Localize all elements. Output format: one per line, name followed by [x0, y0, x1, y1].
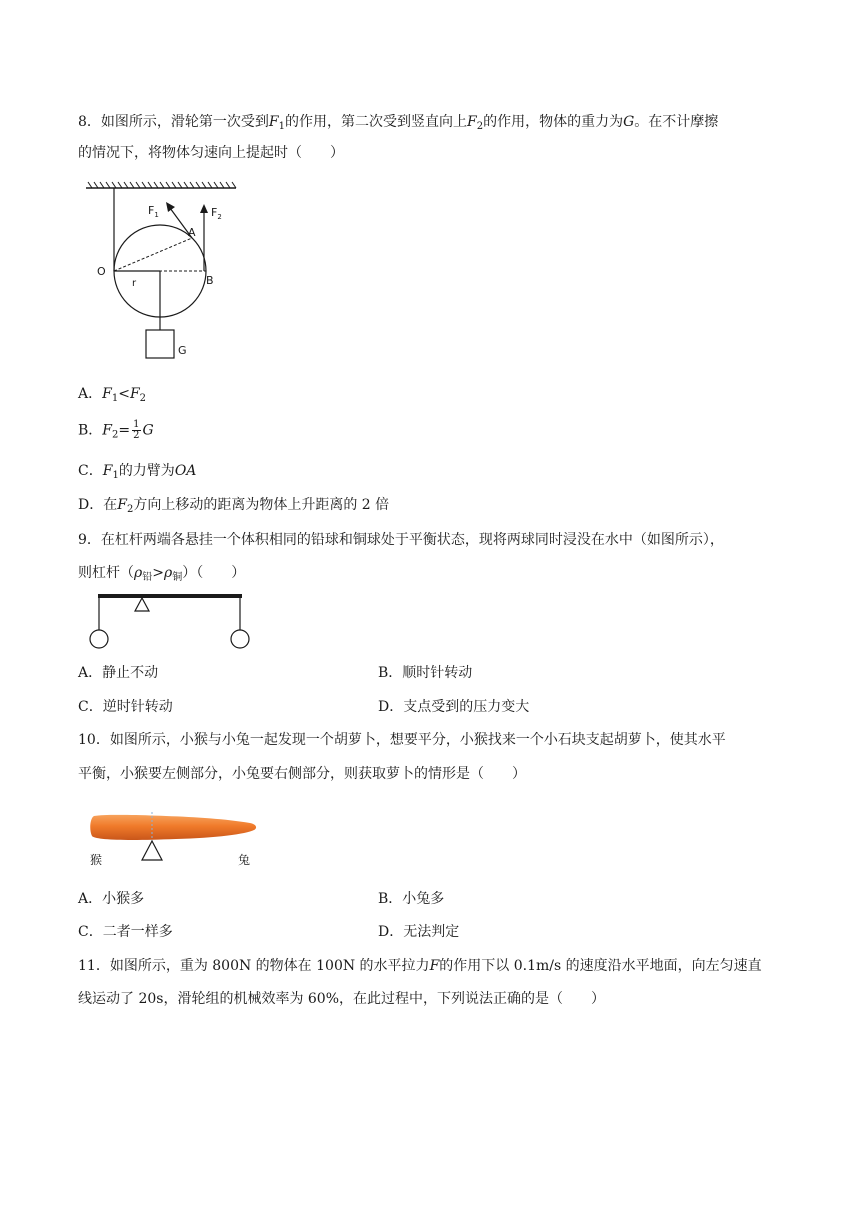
q9-option-c[interactable]: C．逆时针转动: [78, 699, 173, 715]
load-block: [146, 330, 174, 358]
q10-option-c[interactable]: C．二者一样多: [78, 924, 173, 940]
rabbit-label: 兔: [238, 853, 251, 867]
q9-option-a[interactable]: A．静止不动: [78, 665, 159, 681]
q9-stem-line-1: 9．在杠杆两端各悬挂一个体积相同的铅球和铜球处于平衡状态，现将两球同时浸没在水中（如图所示），: [78, 532, 724, 548]
lead-ball: [90, 630, 108, 648]
f2-label: $F_2$: [211, 206, 222, 221]
q10-option-b[interactable]: B．小兔多: [378, 891, 445, 907]
b-label: B: [206, 274, 214, 287]
q10-stem-line-1: 10．如图所示，小猴与小兔一起发现一个胡萝卜，想要平分，小猴找来一个小石块支起胡萝卜，使其水平: [78, 732, 726, 748]
q10-option-d[interactable]: D．无法判定: [378, 924, 460, 940]
q8-option-b[interactable]: B．$F_2=$ $\frac{1}{2}$ G: [78, 419, 154, 441]
carrot: [90, 815, 256, 840]
ceiling-hatch: [86, 182, 236, 188]
fraction-one-half: $\frac{1}{2}$: [133, 419, 140, 441]
q10-carrot-figure: [86, 808, 266, 870]
q9-stem-line-2: 则杠杆$(\rho_铅>\rho_铜)$（ ）: [78, 565, 246, 583]
a-label: A: [188, 226, 196, 239]
g-label: G: [178, 344, 187, 357]
f2-arrowhead: [200, 204, 208, 213]
q10-option-a[interactable]: A．小猴多: [78, 891, 145, 907]
stone-fulcrum: [142, 841, 162, 860]
q9-lever-figure: [86, 590, 256, 652]
q11-stem-line-1: 11．如图所示，重为 800N 的物体在 100N 的水平拉力F的作用下以 0.1m/s 的速度沿水平地面，向左匀速直: [78, 958, 762, 974]
q9-option-d[interactable]: D．支点受到的压力变大: [378, 699, 530, 715]
q8-pulley-figure: [84, 180, 244, 370]
fulcrum-triangle: [135, 598, 149, 611]
o-label: O: [97, 265, 106, 278]
q10-stem-line-2: 平衡，小猴要左侧部分，小兔要右侧部分，则获取萝卜的情形是（ ）: [78, 766, 526, 782]
f1-arrowhead: [166, 202, 175, 212]
lever-bar: [98, 594, 242, 598]
q8-stem-line-2: 的情况下，将物体匀速向上提起时（ ）: [78, 145, 344, 161]
r-label: r: [132, 278, 137, 289]
monkey-label: 猴: [90, 853, 103, 867]
radius-oa: [114, 238, 192, 271]
q9-option-b[interactable]: B．顺时针转动: [378, 665, 473, 681]
q8-option-d[interactable]: D．在$F_2$方向上移动的距离为物体上升距离的 2 倍: [78, 497, 390, 515]
copper-ball: [231, 630, 249, 648]
f1-label: $F_1$: [148, 204, 159, 219]
q8-stem-line-1: 8．如图所示，滑轮第一次受到$F_1$的作用，第二次受到竖直向上$F_2$的作用，物体的重力为G。在不计摩擦: [78, 114, 719, 132]
q8-option-c[interactable]: C．$F_1$的力臂为OA: [78, 463, 197, 481]
q8-option-a[interactable]: A．$F_1<F_2$: [78, 386, 147, 404]
q11-stem-line-2: 线运动了 20s，滑轮组的机械效率为 60%，在此过程中，下列说法正确的是（ ）: [78, 991, 606, 1007]
